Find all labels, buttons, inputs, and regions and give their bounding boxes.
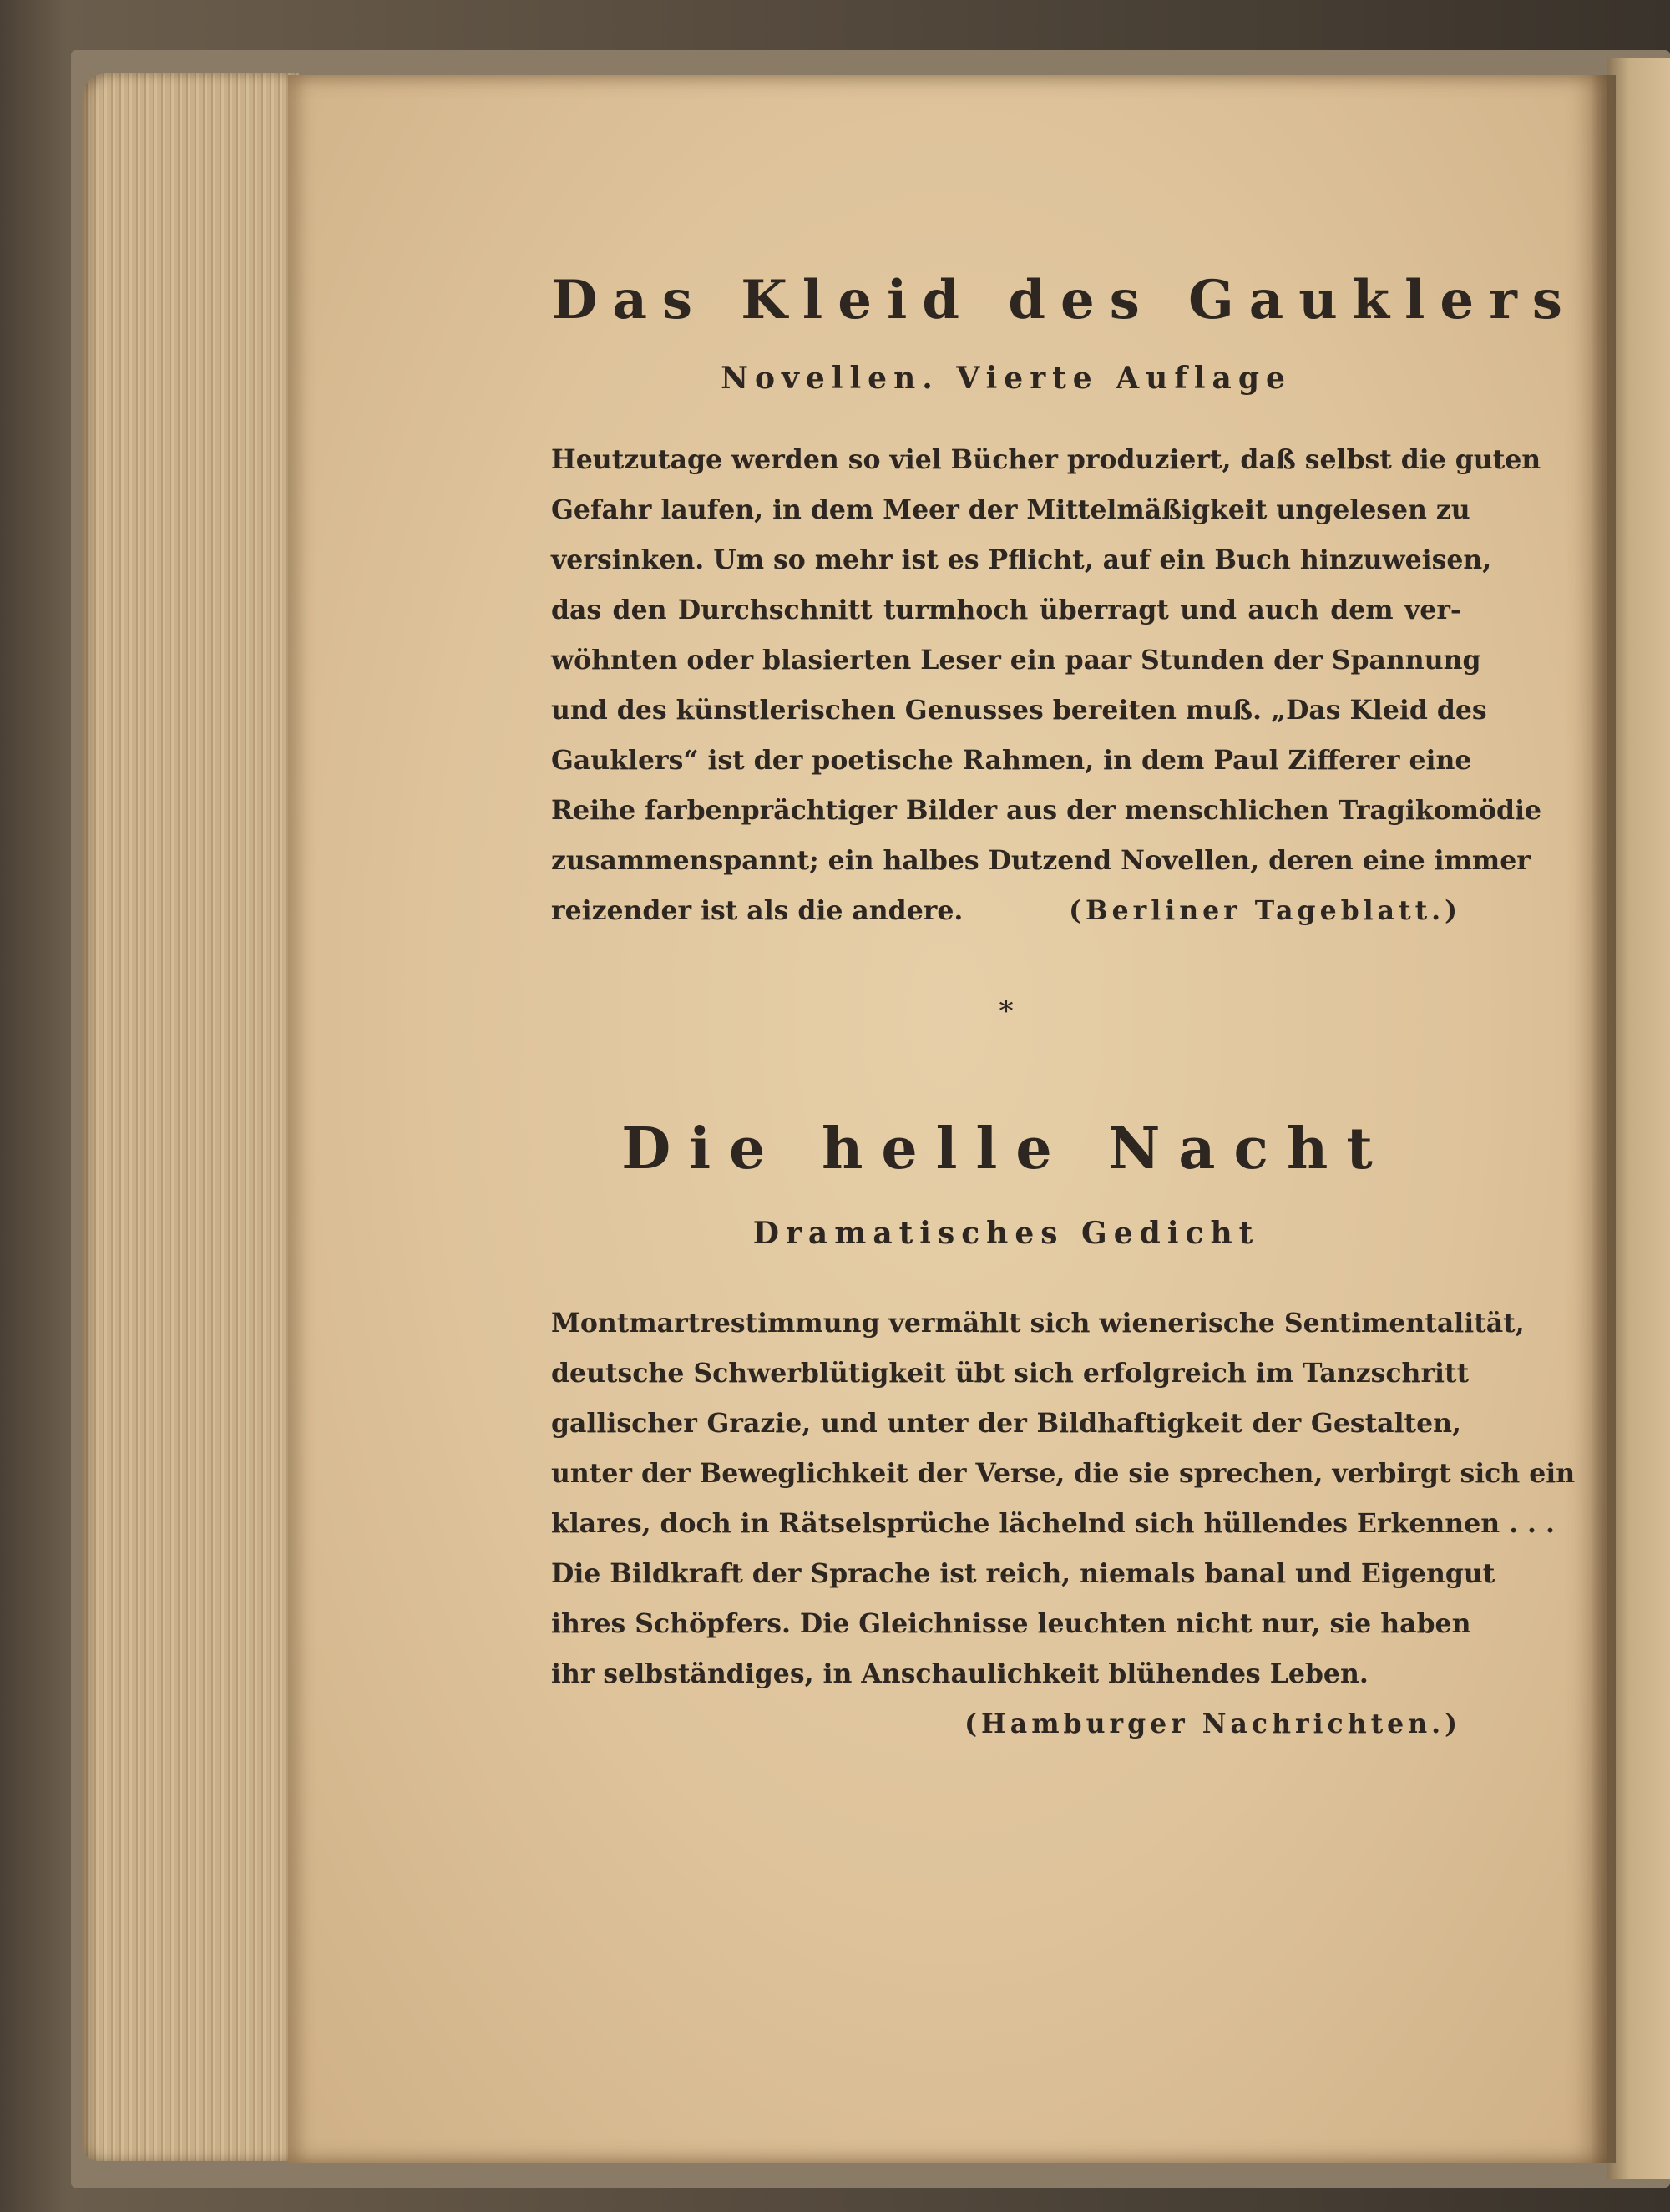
- text-line-with-source: [551, 886, 1461, 936]
- review-text: [551, 1298, 1576, 1749]
- text-line: klares, doch in Rätselsprüche lächelnd sich hüllendes Erkennen . . .: [551, 1508, 1555, 1539]
- text-line: versinken. Um so mehr ist es Pflicht, auf ein Buch hinzuweisen,: [551, 544, 1492, 575]
- text-line: Heutzutage werden so viel Bücher produziert, daß selbst die guten: [551, 444, 1541, 475]
- text-line: ihr selbständiges, in Anschaulichkeit blühendes Leben.: [551, 1658, 1369, 1689]
- review-section-helle-nacht: [551, 1111, 1576, 1749]
- text-line: Die Bildkraft der Sprache ist reich, niemals banal und Eigengut: [551, 1558, 1495, 1589]
- text-line: reizender ist als die andere.: [551, 895, 964, 926]
- review-section-kleid-des-gauklers: [551, 263, 1577, 936]
- asterisk-separator: *: [999, 995, 1014, 1028]
- text-line: Gauklers“ ist der poetische Rahmen, in dem Paul Zifferer eine: [551, 745, 1472, 776]
- page-content: [551, 263, 1577, 1749]
- text-line: Reihe farbenprächtiger Bilder aus der menschlichen Tragikomödie: [551, 795, 1542, 826]
- text-line: ihres Schöpfers. Die Gleichnisse leuchten nicht nur, sie haben: [551, 1608, 1471, 1639]
- text-line: und des künstlerischen Genusses bereiten muß. „Das Kleid des: [551, 695, 1487, 726]
- text-line: deutsche Schwerblütigkeit übt sich erfolgreich im Tanzschritt: [551, 1358, 1470, 1389]
- review-source: (Hamburger Nachrichten.): [964, 1708, 1461, 1739]
- book-title: Die helle Nacht: [621, 1116, 1391, 1182]
- book-title: Das Kleid des Gauklers: [551, 269, 1577, 332]
- facing-page-edge: [1607, 58, 1670, 2179]
- review-source: (Berliner Tageblatt.): [1069, 895, 1461, 926]
- text-line: das den Durchschnitt turmhoch überragt und auch dem ver-: [551, 595, 1461, 625]
- text-line: wöhnten oder blasierten Leser ein paar Stunden der Spannung: [551, 645, 1481, 676]
- page-stack-edge: [82, 73, 299, 2161]
- book-subtitle: Dramatisches Gedicht: [752, 1216, 1260, 1251]
- text-line: Montmartrestimmung vermählt sich wienerische Sentimentalität,: [551, 1308, 1525, 1339]
- text-line: zusammenspannt; ein halbes Dutzend Novellen, deren eine immer: [551, 845, 1531, 876]
- text-line: gallischer Grazie, und unter der Bildhaftigkeit der Gestalten,: [551, 1408, 1461, 1439]
- book-subtitle: Novellen. Vierte Auflage: [721, 361, 1292, 396]
- text-line: Gefahr laufen, in dem Meer der Mittelmäßigkeit ungelesen zu: [551, 494, 1470, 525]
- review-text: [551, 435, 1542, 936]
- page-gutter-shadow: [1591, 75, 1616, 2163]
- text-line: unter der Beweglichkeit der Verse, die sie sprechen, verbirgt sich ein: [551, 1458, 1576, 1489]
